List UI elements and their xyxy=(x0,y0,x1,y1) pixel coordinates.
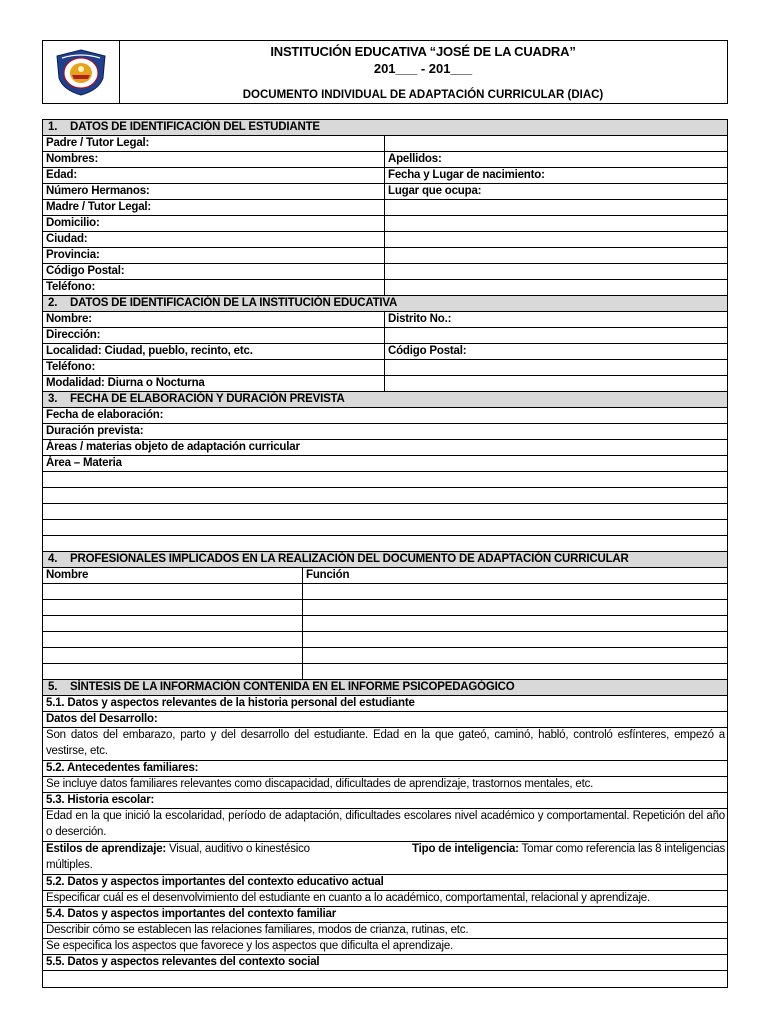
form-row xyxy=(43,360,727,376)
section-number: 4. xyxy=(48,553,58,565)
section-4-header xyxy=(43,552,727,568)
text-row xyxy=(43,939,727,955)
field-area-materia: Área – Materia xyxy=(46,457,122,469)
field-distrito[interactable]: Distrito No.: xyxy=(388,313,452,325)
subsection-5-2-antecedentes: 5.2. Antecedentes familiares: xyxy=(46,762,199,774)
blank-row[interactable] xyxy=(43,488,727,504)
cell-nombre[interactable] xyxy=(43,664,303,679)
text-row xyxy=(43,728,727,761)
section-3-header xyxy=(43,392,727,408)
field-ciudad: Ciudad: xyxy=(43,232,385,247)
section-title: SÍNTESIS DE LA INFORMACIÓN CONTENIDA EN EL INFORME PSICOPEDAGÓGICO xyxy=(70,681,515,693)
subsection-5-4: 5.4. Datos y aspectos importantes del contexto familiar xyxy=(46,908,337,920)
field-madre-tutor: Madre / Tutor Legal: xyxy=(43,200,385,215)
form-row xyxy=(43,264,727,280)
contexto-familiar-text-2[interactable]: Se especifica los aspectos que favorece y los aspectos que dificulta el aprendizaje. xyxy=(46,940,454,952)
subsection-5-3: 5.3. Historia escolar: xyxy=(46,794,155,806)
blank-row[interactable] xyxy=(43,504,727,520)
field-areas-materias: Áreas / materias objeto de adaptación curricular xyxy=(46,441,300,453)
logo-cell xyxy=(43,41,120,103)
cell-nombre[interactable] xyxy=(43,616,303,631)
table-row xyxy=(43,584,727,600)
table-row xyxy=(43,616,727,632)
document-page xyxy=(42,40,728,968)
section-number: 2. xyxy=(48,297,58,309)
contexto-familiar-text-1[interactable]: Describir cómo se establecen las relaciones familiares, modos de crianza, rutinas, etc. xyxy=(46,924,469,936)
cell-funcion[interactable] xyxy=(303,600,727,615)
field-apellidos[interactable]: Apellidos: xyxy=(388,153,442,165)
form-row xyxy=(43,232,727,248)
cell-nombre[interactable] xyxy=(43,600,303,615)
form-row xyxy=(43,216,727,232)
cell-funcion[interactable] xyxy=(303,664,727,679)
field-duracion-prevista[interactable]: Duración prevista: xyxy=(46,425,144,437)
field-value[interactable] xyxy=(385,200,727,215)
table-row xyxy=(43,600,727,616)
field-fecha-lugar-nacimiento[interactable]: Fecha y Lugar de nacimiento: xyxy=(388,169,545,181)
field-lugar-ocupa[interactable]: Lugar que ocupa: xyxy=(388,185,482,197)
section-1-header xyxy=(43,120,727,136)
field-value[interactable] xyxy=(385,248,727,263)
table-header-row xyxy=(43,568,727,584)
table-row xyxy=(43,632,727,648)
cell-funcion[interactable] xyxy=(303,648,727,663)
text-row xyxy=(43,842,727,875)
subsection-row xyxy=(43,875,727,891)
form-row xyxy=(43,376,727,392)
cell-nombre[interactable] xyxy=(43,648,303,663)
section-title: FECHA DE ELABORACIÓN Y DURACIÓN PREVISTA xyxy=(70,393,345,405)
form-row xyxy=(43,408,727,424)
multiples-text: múltiples. xyxy=(46,858,93,871)
text-row xyxy=(43,923,727,939)
field-nombres[interactable]: Nombres: xyxy=(43,152,385,167)
subsection-5-5: 5.5. Datos y aspectos relevantes del contexto social xyxy=(46,956,320,968)
field-value[interactable] xyxy=(385,216,727,231)
subsection-5-1: 5.1. Datos y aspectos relevantes de la historia personal del estudiante xyxy=(46,697,415,709)
field-nombre-institucion[interactable]: Nombre: xyxy=(43,312,385,327)
blank-row[interactable] xyxy=(43,520,727,536)
section-number: 5. xyxy=(48,681,58,693)
form-row xyxy=(43,424,727,440)
field-value[interactable] xyxy=(385,264,727,279)
school-shield-logo-icon xyxy=(53,48,109,96)
form-row xyxy=(43,200,727,216)
form-row xyxy=(43,440,727,456)
cell-funcion[interactable] xyxy=(303,584,727,599)
field-edad[interactable]: Edad: xyxy=(43,168,385,183)
form-row xyxy=(43,136,727,152)
subsection-5-2-contexto-educativo: 5.2. Datos y aspectos importantes del contexto educativo actual xyxy=(46,876,384,888)
datos-desarrollo-label: Datos del Desarrollo: xyxy=(46,713,158,725)
historia-escolar-text[interactable]: Edad en la que inició la escolaridad, período de adaptación, dificultades escolares nivel académico y comportamental. Repetición del año o deserción. xyxy=(46,810,725,838)
cell-funcion[interactable] xyxy=(303,632,727,647)
blank-row[interactable] xyxy=(43,472,727,488)
field-value[interactable] xyxy=(385,280,727,295)
tipo-inteligencia-label: Tipo de inteligencia: xyxy=(412,843,519,855)
field-codigo-postal-inst[interactable]: Código Postal: xyxy=(388,345,467,357)
estilos-label: Estilos de aprendizaje: xyxy=(46,843,167,855)
table-row xyxy=(43,648,727,664)
field-telefono-inst: Teléfono: xyxy=(43,360,385,375)
form-row xyxy=(43,248,727,264)
field-value[interactable] xyxy=(385,360,727,375)
blank-row[interactable] xyxy=(43,536,727,552)
section-title: PROFESIONALES IMPLICADOS EN LA REALIZACIÓN DEL DOCUMENTO DE ADAPTACIÓN CURRICULAR xyxy=(70,553,629,565)
form-row xyxy=(43,168,727,184)
field-value[interactable] xyxy=(385,136,727,151)
subsection-row xyxy=(43,907,727,923)
subsection-row xyxy=(43,793,727,809)
estilos-inteligencia-cell[interactable] xyxy=(43,842,727,874)
field-domicilio: Domicilio: xyxy=(43,216,385,231)
field-provincia: Provincia: xyxy=(43,248,385,263)
form-row xyxy=(43,184,727,200)
form-row xyxy=(43,280,727,296)
text-row xyxy=(43,891,727,907)
institution-name: INSTITUCIÓN EDUCATIVA “JOSÉ DE LA CUADRA” xyxy=(270,44,576,59)
form-row xyxy=(43,152,727,168)
desarrollo-text[interactable]: Son datos del embarazo, parto y del desarrollo del estudiante. Edad en la que gateó, caminó, habló, controló esfínteres, empezó a vestirse, etc. xyxy=(46,729,725,757)
school-years: 201___ - 201___ xyxy=(373,61,473,76)
contexto-educativo-text[interactable]: Especificar cuál es el desenvolvimiento del estudiante en cuanto a lo académico, comportamental, relacional y aprendizaje. xyxy=(46,892,650,904)
field-padre-tutor: Padre / Tutor Legal: xyxy=(43,136,385,151)
estilos-text: Visual, auditivo o kinestésico xyxy=(169,843,310,855)
field-localidad[interactable]: Localidad: Ciudad, pueblo, recinto, etc. xyxy=(43,344,385,359)
field-value[interactable] xyxy=(385,328,727,343)
subsection-row xyxy=(43,761,727,777)
form-row xyxy=(43,344,727,360)
field-value[interactable] xyxy=(385,376,727,391)
tipo-inteligencia-text: Tomar como referencia las 8 inteligencias xyxy=(521,843,725,855)
column-funcion: Función xyxy=(306,569,350,581)
field-codigo-postal: Código Postal: xyxy=(43,264,385,279)
column-nombre: Nombre xyxy=(43,568,303,583)
table-row xyxy=(43,664,727,680)
section-title: DATOS DE IDENTIFICACIÓN DEL ESTUDIANTE xyxy=(70,121,320,133)
section-5-header xyxy=(43,680,727,696)
field-telefono: Teléfono: xyxy=(43,280,385,295)
document-header xyxy=(42,40,728,104)
document-title: DOCUMENTO INDIVIDUAL DE ADAPTACIÓN CURRICULAR (DIAC) xyxy=(242,89,604,101)
field-fecha-elaboracion[interactable]: Fecha de elaboración: xyxy=(46,409,164,421)
diac-form-table xyxy=(42,119,728,988)
subsection-row xyxy=(43,955,727,971)
subsection-row xyxy=(43,696,727,712)
cell-nombre[interactable] xyxy=(43,584,303,599)
blank-row[interactable] xyxy=(43,971,727,987)
text-row xyxy=(43,809,727,842)
field-value[interactable] xyxy=(385,232,727,247)
section-number: 1. xyxy=(48,121,58,133)
cell-nombre[interactable] xyxy=(43,632,303,647)
field-direccion: Dirección: xyxy=(43,328,385,343)
field-modalidad: Modalidad: Diurna o Nocturna xyxy=(43,376,385,391)
text-row xyxy=(43,777,727,793)
section-title: DATOS DE IDENTIFICACIÓN DE LA INSTITUCIÓN EDUCATIVA xyxy=(70,297,398,309)
form-row xyxy=(43,456,727,472)
section-2-header xyxy=(43,296,727,312)
form-row xyxy=(43,312,727,328)
section-number: 3. xyxy=(48,393,58,405)
form-row xyxy=(43,328,727,344)
antecedentes-text[interactable]: Se incluye datos familiares relevantes como discapacidad, dificultades de aprendizaje, trastornos mentales, etc. xyxy=(46,778,594,790)
field-numero-hermanos[interactable]: Número Hermanos: xyxy=(43,184,385,199)
subsection-row xyxy=(43,712,727,728)
cell-funcion[interactable] xyxy=(303,616,727,631)
